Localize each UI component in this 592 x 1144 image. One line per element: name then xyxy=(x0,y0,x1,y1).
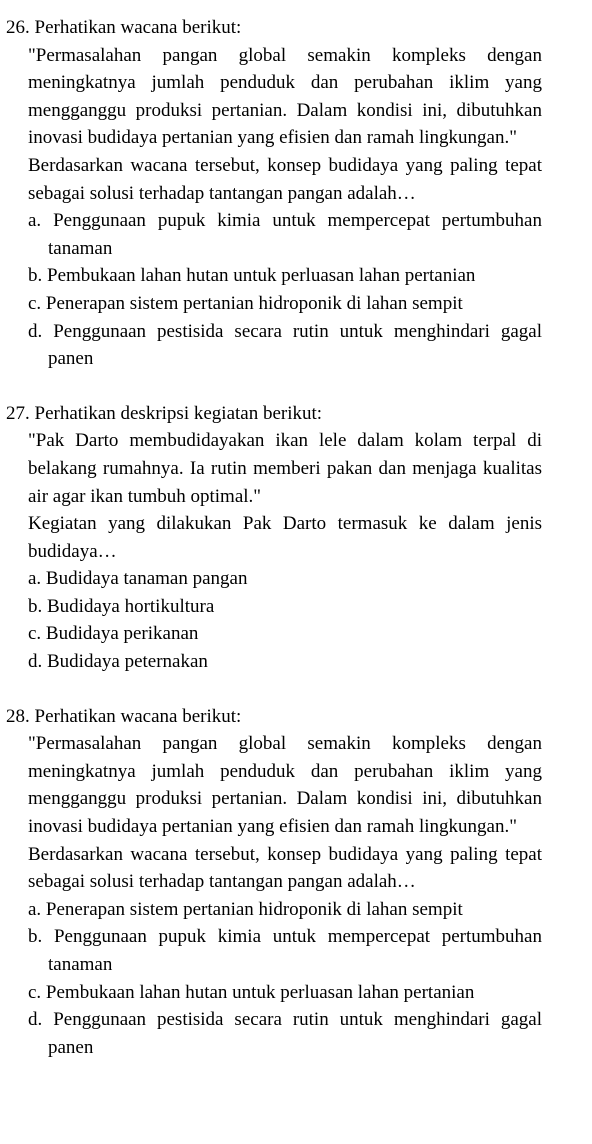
answer-option-c[interactable]: c. Penerapan sistem pertanian hidroponik di lahan sempit xyxy=(28,292,463,314)
question-title: 28. Perhatikan wacana berikut: xyxy=(6,705,242,727)
answer-option-c[interactable]: c. Budidaya perikanan xyxy=(28,623,199,645)
answer-option-a[interactable]: a. Penggunaan pupuk kimia untuk mempercepat pertumbuhan tanaman xyxy=(28,210,542,259)
answer-option-b[interactable]: b. Budidaya hortikultura xyxy=(28,595,215,617)
answer-option-c[interactable]: c. Pembukaan lahan hutan untuk perluasan lahan pertanian xyxy=(28,981,475,1003)
answer-options xyxy=(0,896,592,1062)
question-prompt: Berdasarkan wacana tersebut, konsep budidaya yang paling tepat sebagai solusi terhadap tantangan pangan adalah… xyxy=(28,154,542,204)
question-27 xyxy=(0,400,592,676)
answer-option-b[interactable]: b. Penggunaan pupuk kimia untuk mempercepat pertumbuhan tanaman xyxy=(28,926,542,975)
answer-option-d[interactable]: d. Penggunaan pestisida secara rutin untuk menghindari gagal panen xyxy=(28,1009,542,1058)
question-passage: "Pak Darto membudidayakan ikan lele dalam kolam terpal di belakang rumahnya. Ia rutin memberi pakan dan menjaga kualitas air agar ikan tumbuh optimal." xyxy=(28,430,542,507)
answer-option-a[interactable]: a. Penerapan sistem pertanian hidroponik di lahan sempit xyxy=(28,898,463,920)
question-prompt: Berdasarkan wacana tersebut, konsep budidaya yang paling tepat sebagai solusi terhadap tantangan pangan adalah… xyxy=(28,843,542,893)
question-prompt: Kegiatan yang dilakukan Pak Darto termasuk ke dalam jenis budidaya… xyxy=(28,513,542,562)
answer-option-d[interactable]: d. Penggunaan pestisida secara rutin untuk menghindari gagal panen xyxy=(28,320,542,370)
answer-options xyxy=(0,565,592,675)
question-title: 26. Perhatikan wacana berikut: xyxy=(6,17,242,38)
question-title: 27. Perhatikan deskripsi kegiatan berikut: xyxy=(6,402,323,424)
answer-option-d[interactable]: d. Budidaya peternakan xyxy=(28,651,208,673)
question-28 xyxy=(0,703,592,1062)
question-26 xyxy=(0,14,592,373)
answer-option-b[interactable]: b. Pembukaan lahan hutan untuk perluasan lahan pertanian xyxy=(28,265,476,287)
question-passage: "Permasalahan pangan global semakin kompleks dengan meningkatnya jumlah penduduk dan perubahan iklim yang mengganggu produksi pertanian. Dalam kondisi ini, dibutuhkan inovasi budidaya pertanian yang efisien dan ramah lingkungan." xyxy=(28,733,542,838)
question-passage: "Permasalahan pangan global semakin kompleks dengan meningkatnya jumlah penduduk dan perubahan iklim yang mengganggu produksi pertanian. Dalam kondisi ini, dibutuhkan inovasi budidaya pertanian yang efisien dan ramah lingkungan." xyxy=(28,44,542,149)
answer-option-a[interactable]: a. Budidaya tanaman pangan xyxy=(28,568,248,590)
answer-options xyxy=(0,207,592,373)
